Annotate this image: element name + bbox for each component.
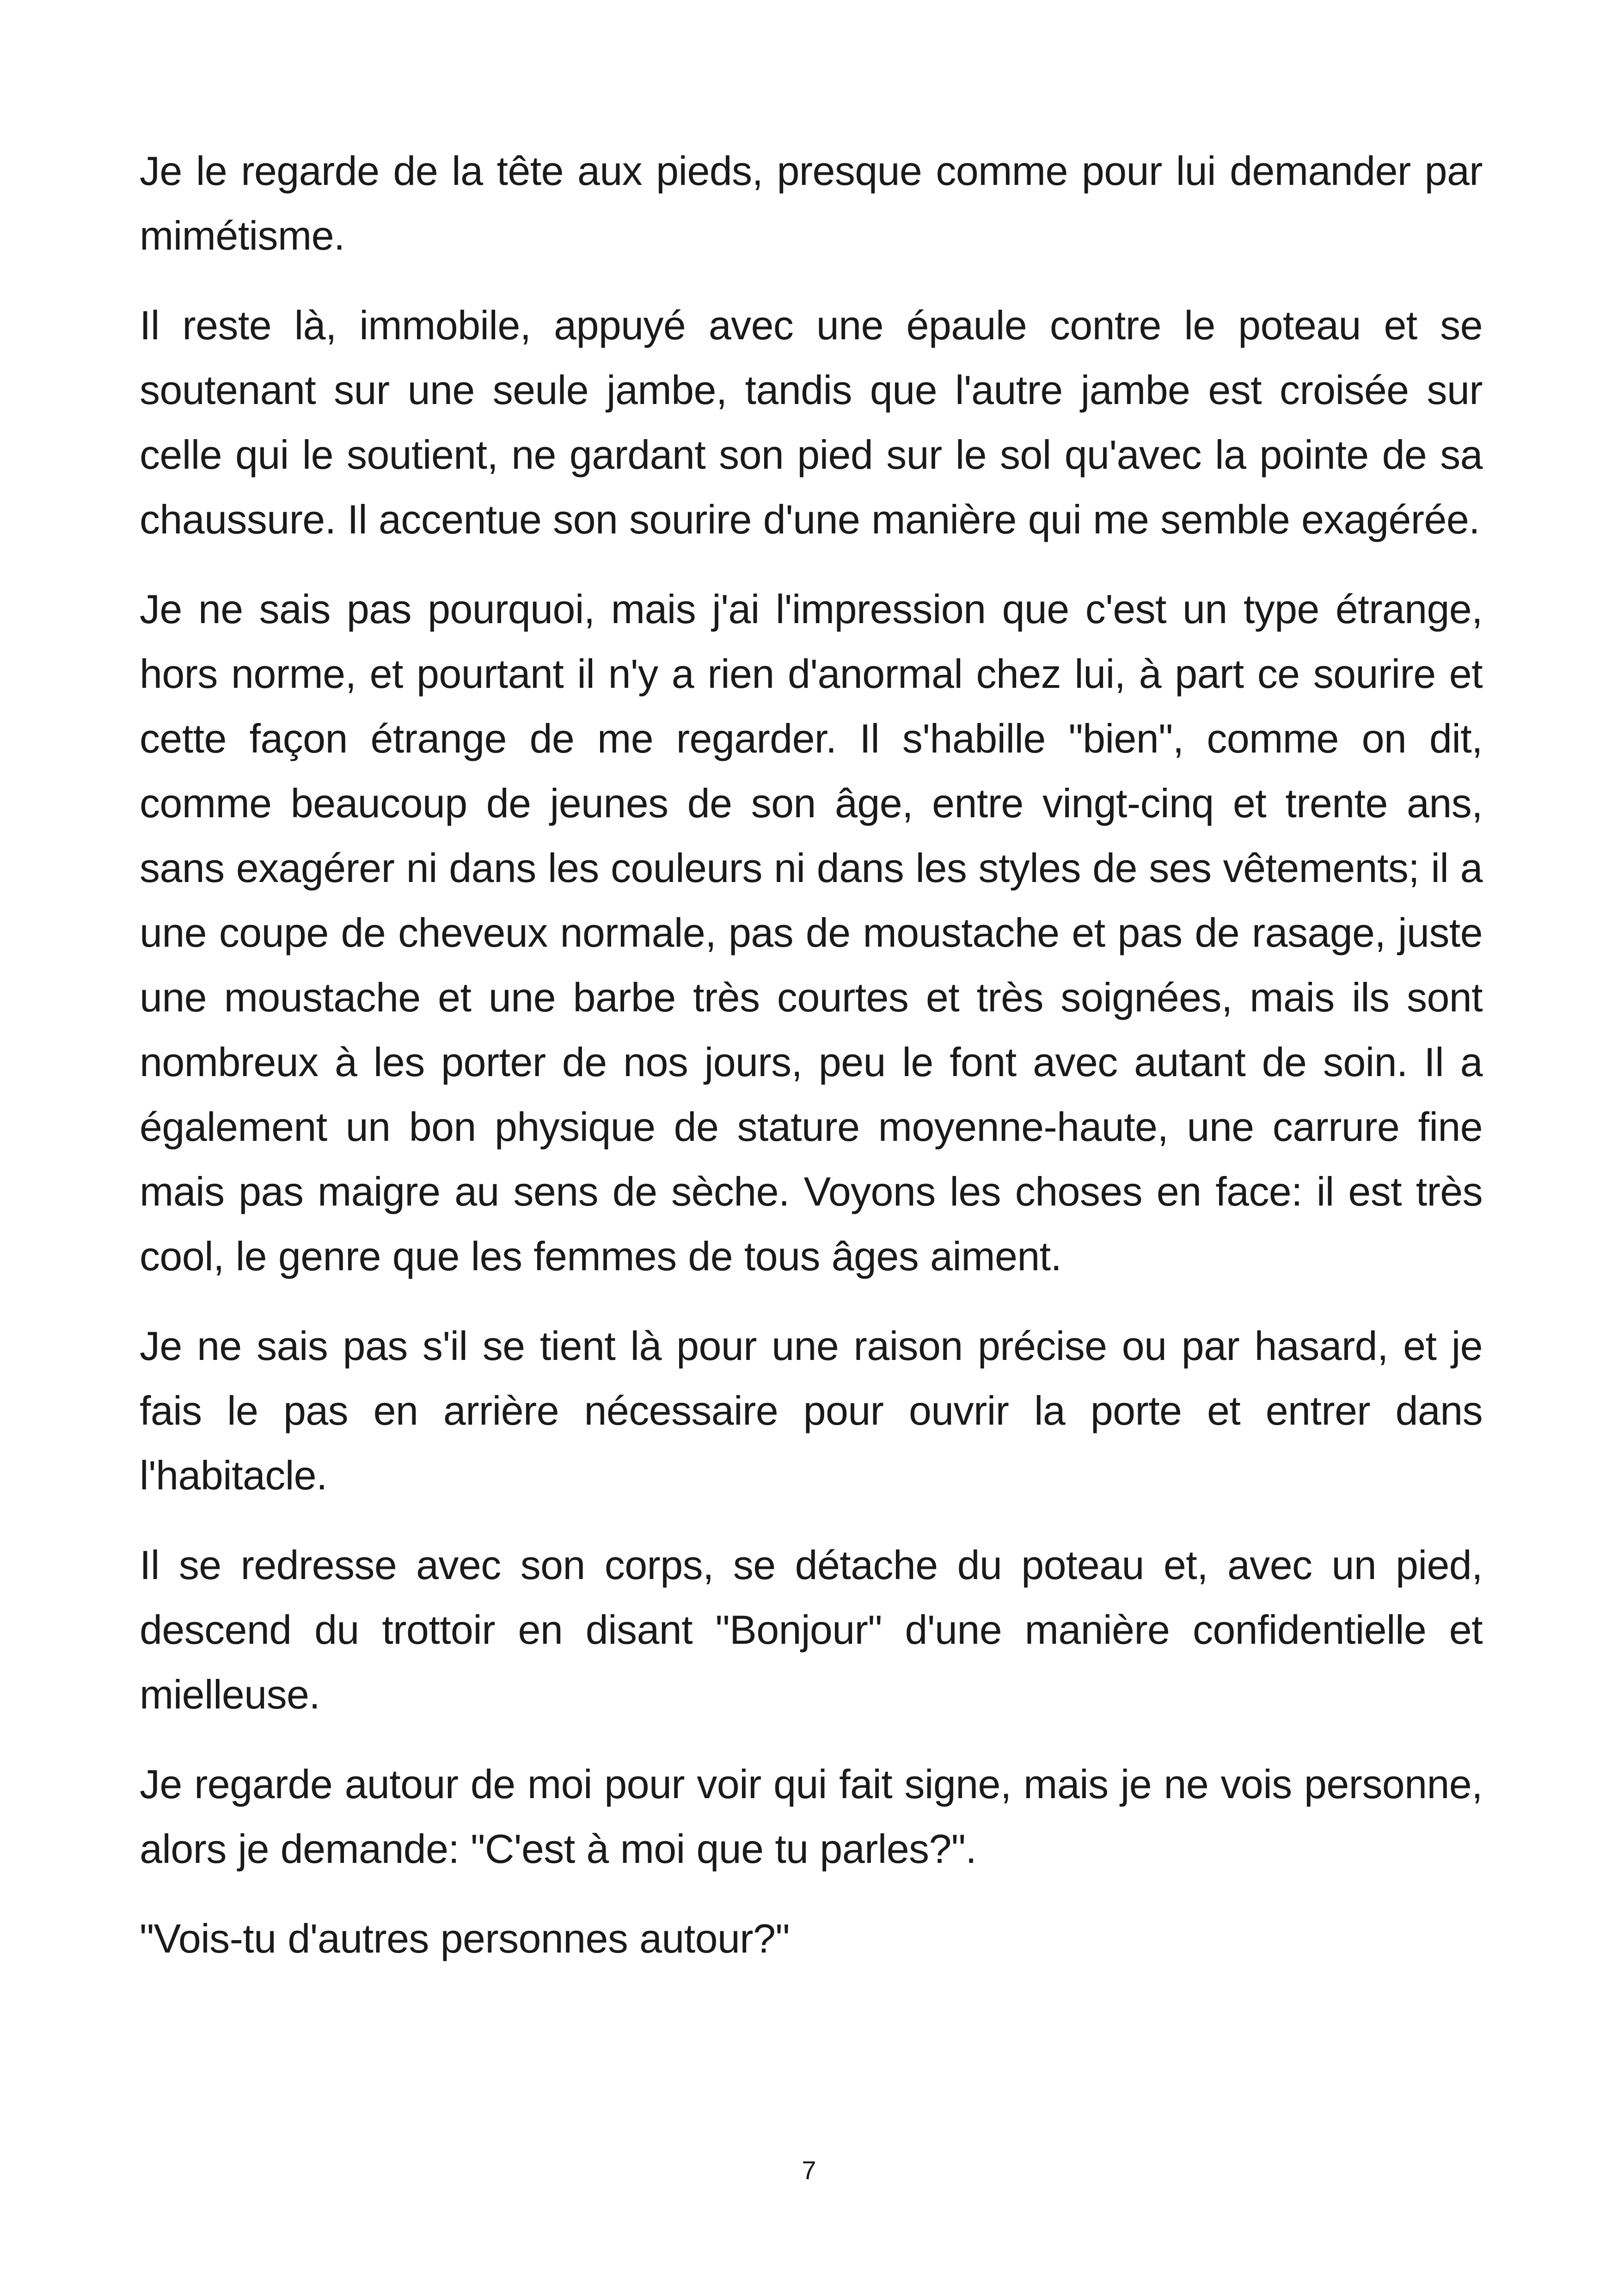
paragraph: Je ne sais pas s'il se tient là pour une raison précise ou par hasard, et je fais le pas en arrière nécessaire pour ouvrir la porte et entrer dans l'habitacle. [140, 1323, 1483, 1498]
page-number: 7 [802, 2155, 816, 2185]
paragraph: Il reste là, immobile, appuyé avec une épaule contre le poteau et se soutenant sur une seule jambe, tandis que l'autre jambe est croisée sur celle qui le soutient, ne gardant son pied sur le sol qu'avec la pointe de sa chaussure. Il accentue son sourire d'une manière qui me semble exagérée. [140, 302, 1483, 542]
body-text [140, 139, 1483, 1996]
paragraph: Il se redresse avec son corps, se détache du poteau et, avec un pied, descend du trottoir en disant "Bonjour" d'une manière confidentielle et mielleuse. [140, 1542, 1483, 1717]
paragraph: "Vois-tu d'autres personnes autour?" [140, 1916, 790, 1961]
paragraph: Je ne sais pas pourquoi, mais j'ai l'impression que c'est un type étrange, hors norme, et pourtant il n'y a rien d'anormal chez lui, à part ce sourire et cette façon étrange de me regarder. Il s'habille "bien", comme on dit, comme beaucoup de jeunes de son âge, entre vingt-cinq et trente ans, sans exagérer ni dans les couleurs ni dans les styles de ses vêtements; il a une coupe de cheveux normale, pas de moustache et pas de rasage, juste une moustache et une barbe très courtes et très soignées, mais ils sont nombreux à les porter de nos jours, peu le font avec autant de soin. Il a également un bon physique de stature moyenne-haute, une carrure fine mais pas maigre au sens de sèche. Voyons les choses en face: il est très cool, le genre que les femmes de tous âges aiment. [140, 586, 1483, 1279]
paragraph: Je le regarde de la tête aux pieds, presque comme pour lui demander par mimétisme. [140, 148, 1483, 258]
paragraph: Je regarde autour de moi pour voir qui fait signe, mais je ne vois personne, alors je demande: "C'est à moi que tu parles?". [140, 1761, 1483, 1872]
